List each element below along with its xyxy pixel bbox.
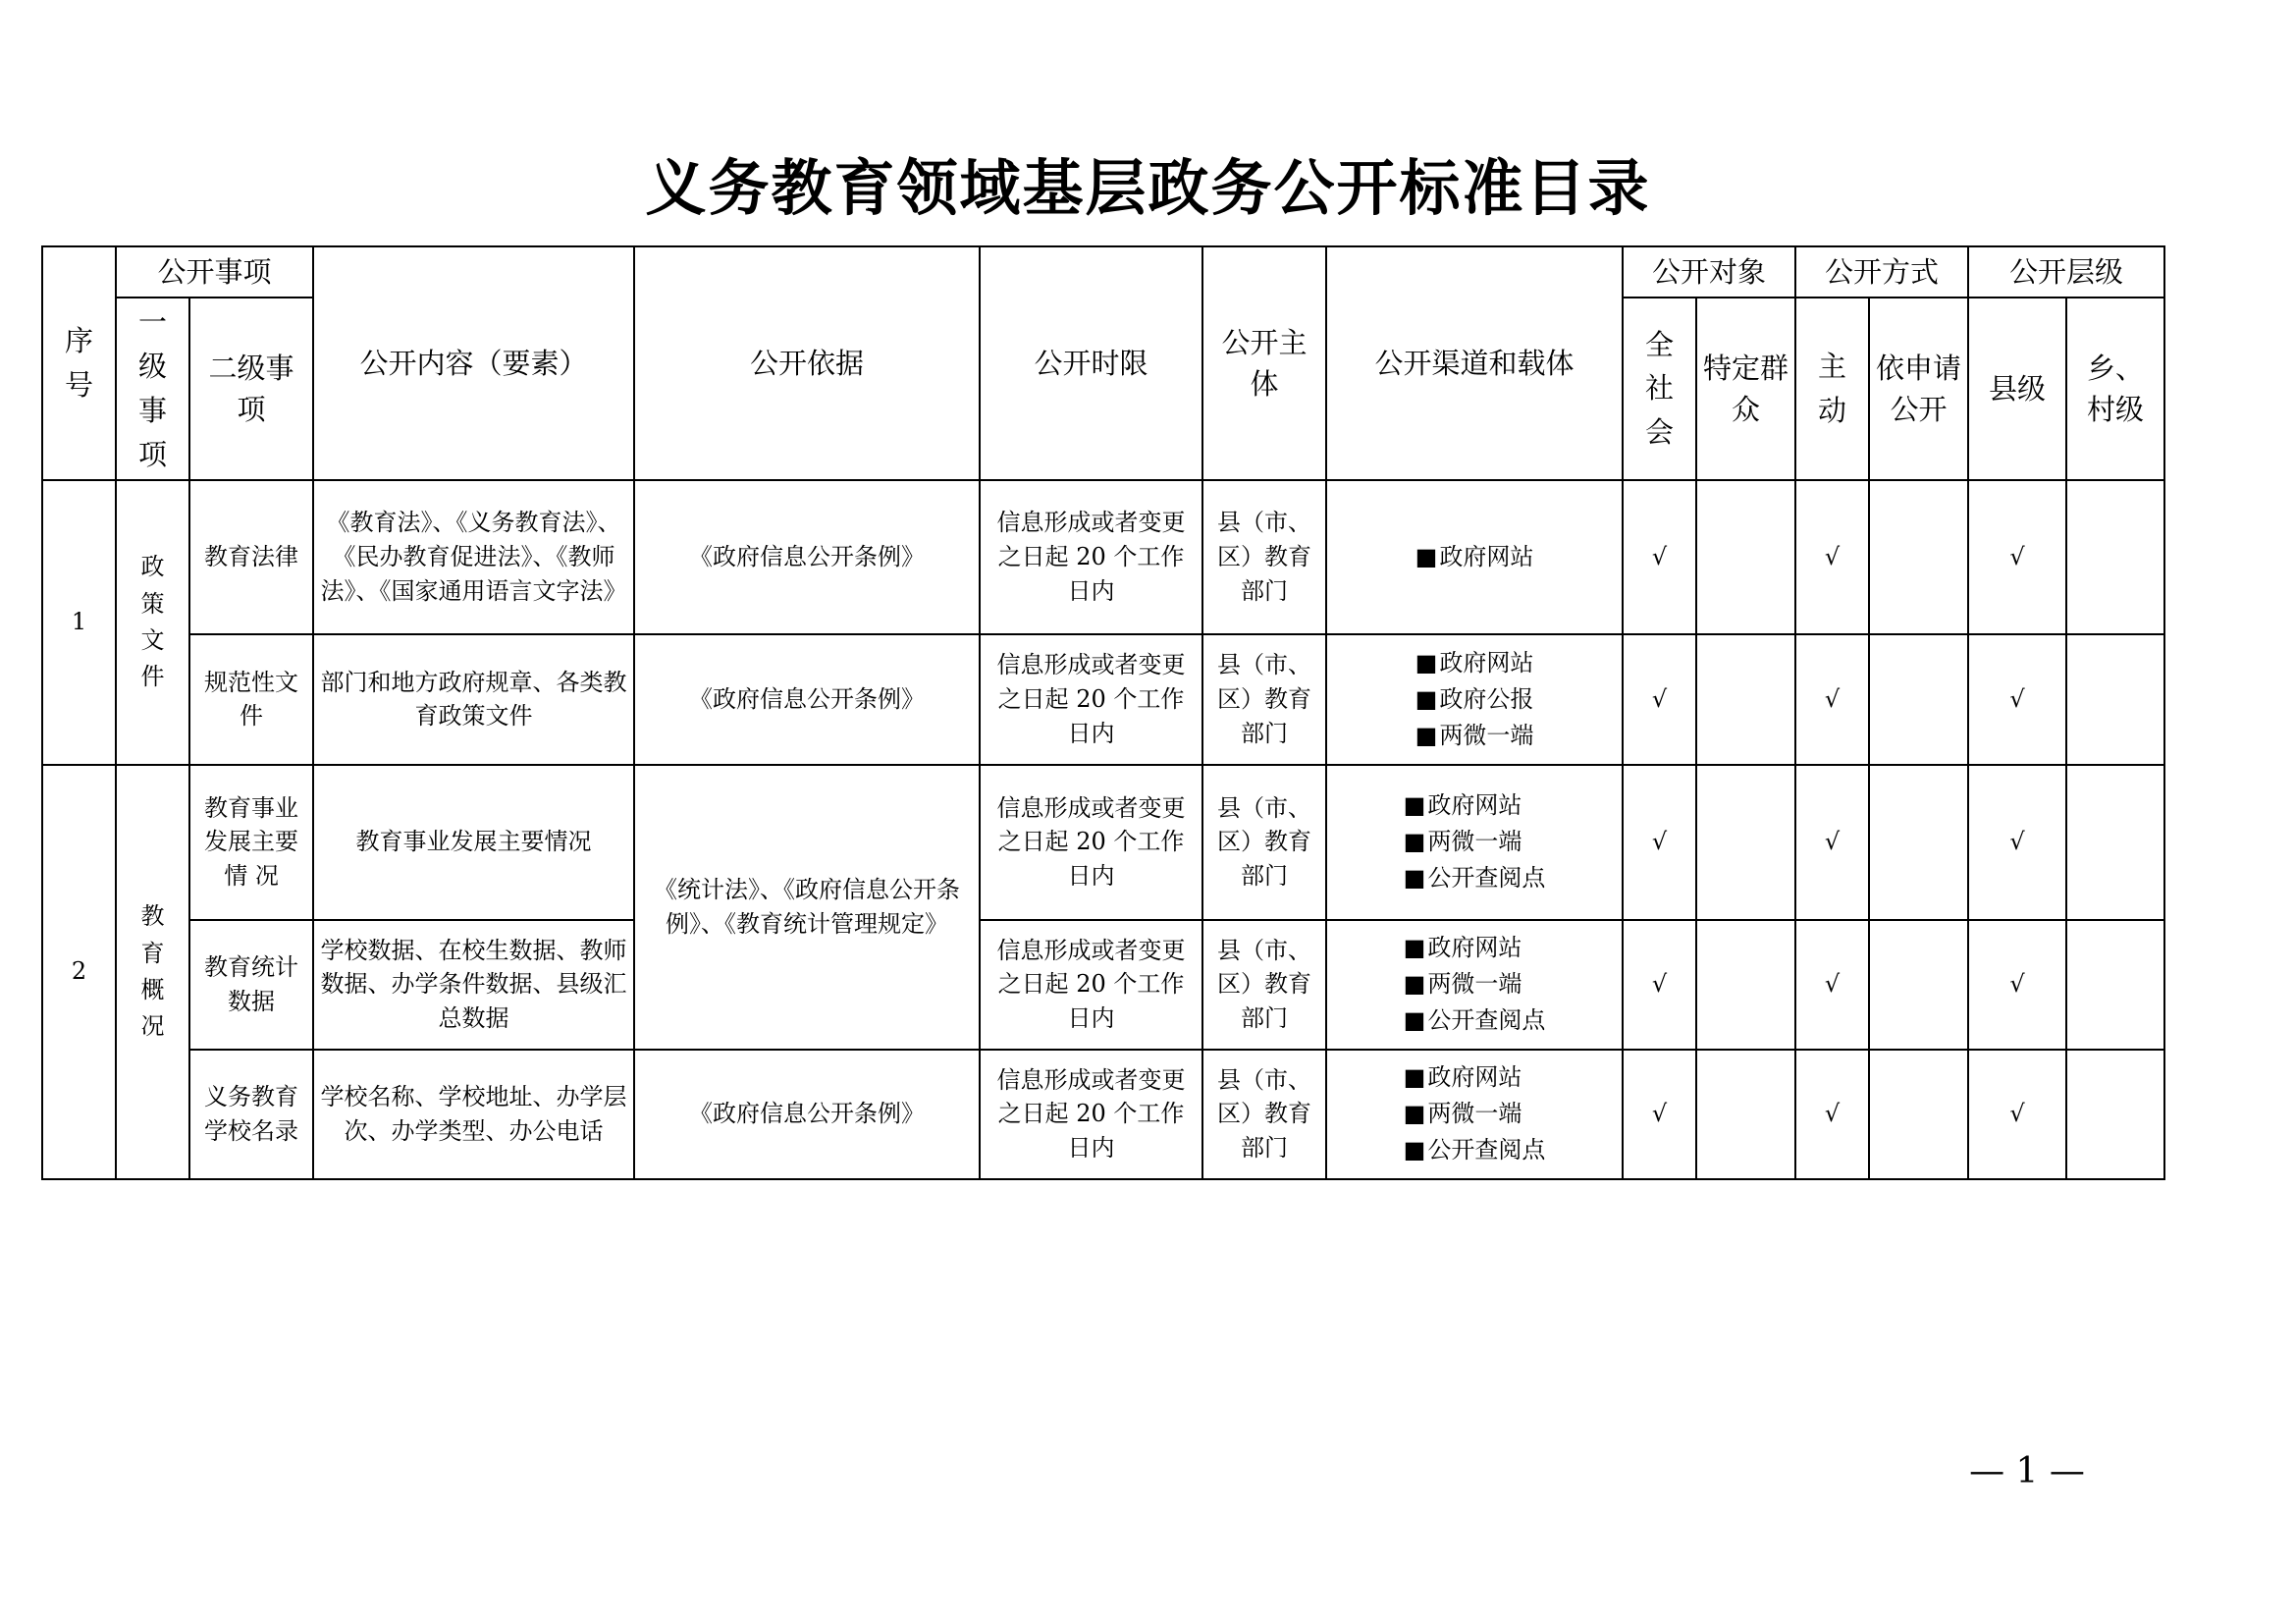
header-method-active: 主动 xyxy=(1795,298,1869,480)
time-limit-cell: 信息形成或者变更之日起 20 个工作日内 xyxy=(980,765,1202,920)
table-row xyxy=(42,480,2164,634)
channel-item: ■政府公报 xyxy=(1415,681,1534,718)
header-method-request: 依申请公开 xyxy=(1869,298,1968,480)
method-request-check xyxy=(1869,634,1968,765)
level-county-check: √ xyxy=(1968,920,2066,1050)
header-seq: 序号 xyxy=(42,246,116,480)
basis-cell: 《政府信息公开条例》 xyxy=(634,480,980,634)
time-limit-cell: 信息形成或者变更之日起 20 个工作日内 xyxy=(980,920,1202,1050)
level-town-check xyxy=(2066,634,2164,765)
audience-specific-check xyxy=(1696,634,1795,765)
header-audience-group: 公开对象 xyxy=(1623,246,1795,298)
content-cell: 《教育法》、《义务教育法》、《民办教育促进法》、《教师法》、《国家通用语言文字法》 xyxy=(313,480,634,634)
channel-list xyxy=(1404,1059,1546,1169)
table-body xyxy=(42,480,2164,1179)
square-bullet-icon: ■ xyxy=(1403,1100,1426,1128)
content-cell: 教育事业发展主要情况 xyxy=(313,765,634,920)
header-level-town: 乡、村级 xyxy=(2066,298,2164,480)
header-items-group: 公开事项 xyxy=(116,246,313,298)
channel-item: ■两微一端 xyxy=(1404,966,1546,1002)
channel-cell xyxy=(1326,920,1623,1050)
time-limit-cell: 信息形成或者变更之日起 20 个工作日内 xyxy=(980,480,1202,634)
header-content: 公开内容（要素） xyxy=(313,246,634,480)
table-row xyxy=(42,765,2164,920)
header-audience-all: 全社会 xyxy=(1623,298,1696,480)
basis-cell: 《政府信息公开条例》 xyxy=(634,1050,980,1179)
level2-cell: 教育法律 xyxy=(189,480,313,634)
channel-list xyxy=(1415,539,1534,575)
method-active-check: √ xyxy=(1795,1050,1869,1179)
level2-cell: 教育事业发展主要情 况 xyxy=(189,765,313,920)
method-active-check: √ xyxy=(1795,765,1869,920)
audience-specific-check xyxy=(1696,1050,1795,1179)
table-row xyxy=(42,920,2164,1050)
table-row xyxy=(42,1050,2164,1179)
channel-item: ■政府网站 xyxy=(1404,787,1546,824)
level-town-check xyxy=(2066,920,2164,1050)
level1-cell: 政策文件 xyxy=(116,480,189,765)
subject-cell: 县（市、区）教育部门 xyxy=(1202,634,1326,765)
square-bullet-icon: ■ xyxy=(1403,1063,1426,1092)
subject-cell: 县（市、区）教育部门 xyxy=(1202,765,1326,920)
channel-item: ■公开查阅点 xyxy=(1404,1132,1546,1168)
audience-all-check: √ xyxy=(1623,634,1696,765)
header-channel: 公开渠道和载体 xyxy=(1326,246,1623,480)
content-cell: 学校数据、在校生数据、教师数据、办学条件数据、县级汇总数据 xyxy=(313,920,634,1050)
subject-cell: 县（市、区）教育部门 xyxy=(1202,480,1326,634)
method-request-check xyxy=(1869,1050,1968,1179)
subject-cell: 县（市、区）教育部门 xyxy=(1202,1050,1326,1179)
channel-cell xyxy=(1326,1050,1623,1179)
square-bullet-icon: ■ xyxy=(1415,721,1438,749)
channel-item: ■政府网站 xyxy=(1404,930,1546,966)
basis-cell: 《政府信息公开条例》 xyxy=(634,634,980,765)
seq-cell: 1 xyxy=(42,480,116,765)
method-active-check: √ xyxy=(1795,480,1869,634)
page-number: — 1 — xyxy=(1969,1451,2085,1491)
channel-item: ■两微一端 xyxy=(1415,718,1534,754)
channel-list xyxy=(1404,930,1546,1040)
header-basis: 公开依据 xyxy=(634,246,980,480)
header-level2: 二级事项 xyxy=(189,298,313,480)
header-level-county: 县级 xyxy=(1968,298,2066,480)
header-level1: 一级事项 xyxy=(116,298,189,480)
channel-item: ■政府网站 xyxy=(1415,645,1534,681)
audience-all-check: √ xyxy=(1623,765,1696,920)
level-county-check: √ xyxy=(1968,634,2066,765)
header-audience-specific: 特定群众 xyxy=(1696,298,1795,480)
square-bullet-icon: ■ xyxy=(1403,828,1426,856)
channel-cell xyxy=(1326,480,1623,634)
square-bullet-icon: ■ xyxy=(1415,648,1438,677)
table-row xyxy=(42,634,2164,765)
header-time-limit: 公开时限 xyxy=(980,246,1202,480)
square-bullet-icon: ■ xyxy=(1403,1136,1426,1164)
audience-all-check: √ xyxy=(1623,920,1696,1050)
method-active-check: √ xyxy=(1795,634,1869,765)
level-town-check xyxy=(2066,480,2164,634)
subject-cell: 县（市、区）教育部门 xyxy=(1202,920,1326,1050)
document-title: 义务教育领域基层政务公开标准目录 xyxy=(645,152,1651,224)
basis-cell: 《统计法》、《政府信息公开条例》、《教育统计管理规定》 xyxy=(634,765,980,1050)
method-request-check xyxy=(1869,480,1968,634)
audience-all-check: √ xyxy=(1623,1050,1696,1179)
header-method-group: 公开方式 xyxy=(1795,246,1968,298)
channel-list xyxy=(1404,787,1546,897)
method-request-check xyxy=(1869,920,1968,1050)
time-limit-cell: 信息形成或者变更之日起 20 个工作日内 xyxy=(980,634,1202,765)
standard-catalog-table xyxy=(41,245,2165,1180)
level-town-check xyxy=(2066,765,2164,920)
square-bullet-icon: ■ xyxy=(1403,970,1426,999)
level-county-check: √ xyxy=(1968,480,2066,634)
channel-item: ■两微一端 xyxy=(1404,1096,1546,1132)
level-county-check: √ xyxy=(1968,765,2066,920)
level2-cell: 规范性文件 xyxy=(189,634,313,765)
channel-cell xyxy=(1326,634,1623,765)
level-county-check: √ xyxy=(1968,1050,2066,1179)
level2-cell: 教育统计数据 xyxy=(189,920,313,1050)
content-cell: 部门和地方政府规章、各类教育政策文件 xyxy=(313,634,634,765)
header-level-group: 公开层级 xyxy=(1968,246,2164,298)
channel-cell xyxy=(1326,765,1623,920)
table-header xyxy=(42,246,2164,480)
square-bullet-icon: ■ xyxy=(1403,1006,1426,1035)
square-bullet-icon: ■ xyxy=(1403,791,1426,820)
square-bullet-icon: ■ xyxy=(1403,934,1426,962)
channel-item: ■政府网站 xyxy=(1415,539,1534,575)
square-bullet-icon: ■ xyxy=(1415,684,1438,713)
square-bullet-icon: ■ xyxy=(1403,864,1426,893)
channel-item: ■公开查阅点 xyxy=(1404,1002,1546,1039)
audience-specific-check xyxy=(1696,480,1795,634)
channel-item: ■政府网站 xyxy=(1404,1059,1546,1096)
channel-item: ■公开查阅点 xyxy=(1404,860,1546,896)
header-subject: 公开主体 xyxy=(1202,246,1326,480)
method-request-check xyxy=(1869,765,1968,920)
content-cell: 学校名称、学校地址、办学层次、办学类型、办公电话 xyxy=(313,1050,634,1179)
time-limit-cell: 信息形成或者变更之日起 20 个工作日内 xyxy=(980,1050,1202,1179)
audience-specific-check xyxy=(1696,920,1795,1050)
square-bullet-icon: ■ xyxy=(1415,542,1438,570)
method-active-check: √ xyxy=(1795,920,1869,1050)
audience-all-check: √ xyxy=(1623,480,1696,634)
channel-item: ■两微一端 xyxy=(1404,824,1546,860)
channel-list xyxy=(1415,645,1534,755)
level1-cell: 教育概况 xyxy=(116,765,189,1179)
audience-specific-check xyxy=(1696,765,1795,920)
seq-cell: 2 xyxy=(42,765,116,1179)
level2-cell: 义务教育学校名录 xyxy=(189,1050,313,1179)
level-town-check xyxy=(2066,1050,2164,1179)
